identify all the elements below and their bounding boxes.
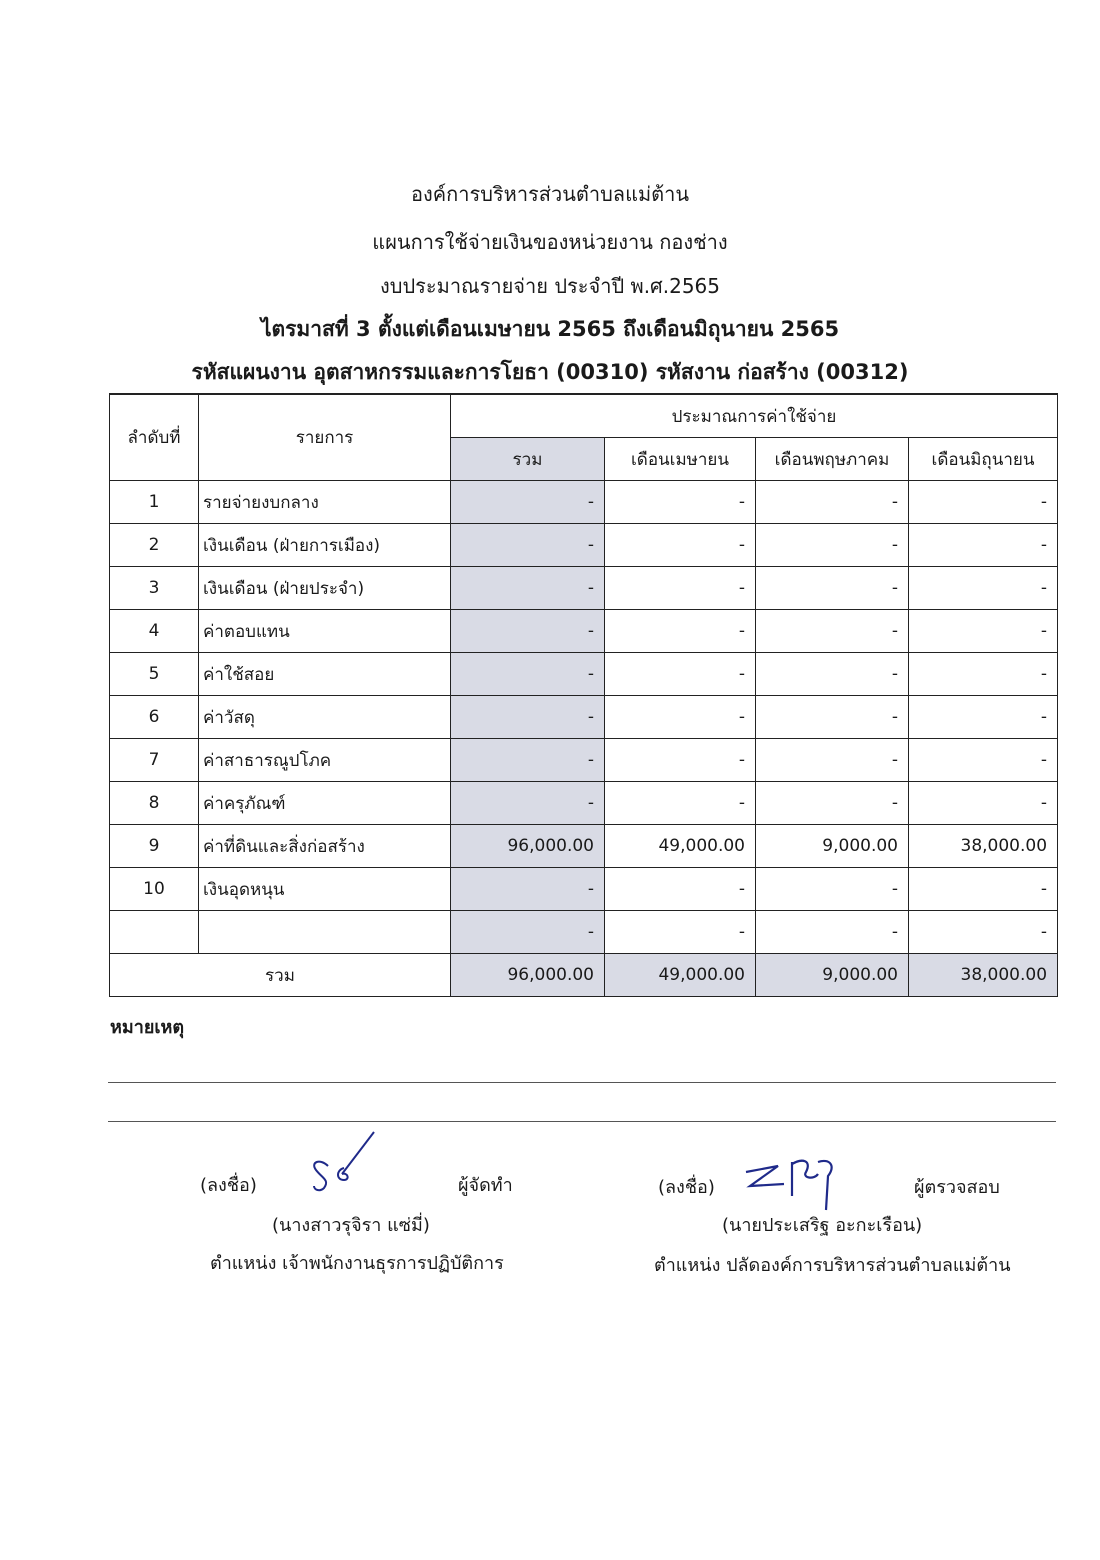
row-june: - <box>909 696 1058 739</box>
row-april: - <box>605 610 756 653</box>
row-june: - <box>909 782 1058 825</box>
row-may: - <box>756 610 909 653</box>
row-april: - <box>605 911 756 954</box>
row-april: - <box>605 481 756 524</box>
table-row <box>110 524 1058 567</box>
header-june: เดือนมิถุนายน <box>909 438 1058 481</box>
row-june: - <box>909 911 1058 954</box>
row-may: - <box>756 696 909 739</box>
row-total: - <box>451 868 605 911</box>
table-row <box>110 481 1058 524</box>
table-row <box>110 739 1058 782</box>
row-may: - <box>756 911 909 954</box>
header-estimate: ประมาณการค่าใช้จ่าย <box>451 394 1058 438</box>
row-may: 9,000.00 <box>756 825 909 868</box>
row-number: 2 <box>110 524 199 567</box>
row-total: - <box>451 524 605 567</box>
remark-line-2 <box>108 1121 1056 1122</box>
row-june: - <box>909 610 1058 653</box>
total-april: 49,000.00 <box>605 954 756 997</box>
row-june: - <box>909 481 1058 524</box>
total-sum: 96,000.00 <box>451 954 605 997</box>
header-april: เดือนเมษายน <box>605 438 756 481</box>
row-may: - <box>756 567 909 610</box>
row-may: - <box>756 481 909 524</box>
budget-year: งบประมาณรายจ่าย ประจำปี พ.ศ.2565 <box>380 274 720 298</box>
row-april: - <box>605 739 756 782</box>
row-april: - <box>605 782 756 825</box>
plan-code: รหัสแผนงาน อุตสาหกรรมและการโยธา (00310) รหัสงาน ก่อสร้าง (00312) <box>191 360 909 384</box>
table-row <box>110 653 1058 696</box>
row-total: - <box>451 567 605 610</box>
row-item: ค่าครุภัณฑ์ <box>199 782 451 825</box>
table-row <box>110 782 1058 825</box>
row-number: 7 <box>110 739 199 782</box>
row-number: 3 <box>110 567 199 610</box>
row-april: - <box>605 567 756 610</box>
row-total: - <box>451 696 605 739</box>
row-april: - <box>605 868 756 911</box>
row-item: เงินอุดหนุน <box>199 868 451 911</box>
table-row <box>110 696 1058 739</box>
row-item: รายจ่ายงบกลาง <box>199 481 451 524</box>
row-number: 6 <box>110 696 199 739</box>
row-number: 9 <box>110 825 199 868</box>
row-total: - <box>451 782 605 825</box>
row-may: - <box>756 739 909 782</box>
row-april: 49,000.00 <box>605 825 756 868</box>
row-june: - <box>909 567 1058 610</box>
row-number: 10 <box>110 868 199 911</box>
row-number <box>110 911 199 954</box>
row-number: 4 <box>110 610 199 653</box>
plan-title: แผนการใช้จ่ายเงินของหน่วยงาน กองช่าง <box>372 230 728 254</box>
row-june: - <box>909 524 1058 567</box>
header-order: ลำดับที่ <box>110 394 199 481</box>
row-item: ค่าสาธารณูปโภค <box>199 739 451 782</box>
row-may: - <box>756 868 909 911</box>
row-june: - <box>909 868 1058 911</box>
row-april: - <box>605 653 756 696</box>
row-item <box>199 911 451 954</box>
header-total: รวม <box>451 438 605 481</box>
table-row <box>110 911 1058 954</box>
total-june: 38,000.00 <box>909 954 1058 997</box>
total-may: 9,000.00 <box>756 954 909 997</box>
left-role: ผู้จัดทำ <box>458 1175 513 1196</box>
row-item: ค่าวัสดุ <box>199 696 451 739</box>
row-number: 8 <box>110 782 199 825</box>
right-sign-label: (ลงชื่อ) <box>658 1177 715 1198</box>
row-total: - <box>451 739 605 782</box>
row-total: - <box>451 911 605 954</box>
row-april: - <box>605 696 756 739</box>
row-may: - <box>756 782 909 825</box>
remark-label: หมายเหตุ <box>110 1017 185 1038</box>
row-may: - <box>756 653 909 696</box>
row-total: - <box>451 610 605 653</box>
row-item: ค่าใช้สอย <box>199 653 451 696</box>
remark-line-1 <box>108 1082 1056 1083</box>
row-june: - <box>909 653 1058 696</box>
left-name: (นางสาวรุจิรา แซ่มี่) <box>272 1215 430 1236</box>
left-signature-image <box>300 1128 390 1198</box>
right-role: ผู้ตรวจสอบ <box>914 1177 1000 1198</box>
row-total: - <box>451 653 605 696</box>
left-position: ตำแหน่ง เจ้าพนักงานธุรการปฏิบัติการ <box>210 1253 504 1274</box>
header-may: เดือนพฤษภาคม <box>756 438 909 481</box>
total-row <box>110 954 1058 997</box>
right-name: (นายประเสริฐ อะกะเรือน) <box>722 1215 923 1236</box>
row-june: 38,000.00 <box>909 825 1058 868</box>
row-june: - <box>909 739 1058 782</box>
header-item: รายการ <box>199 394 451 481</box>
table-row <box>110 567 1058 610</box>
table-row <box>110 825 1058 868</box>
row-number: 5 <box>110 653 199 696</box>
row-april: - <box>605 524 756 567</box>
org-name: องค์การบริหารส่วนตำบลแม่ต้าน <box>410 182 690 206</box>
row-item: เงินเดือน (ฝ่ายการเมือง) <box>199 524 451 567</box>
row-total: 96,000.00 <box>451 825 605 868</box>
row-item: ค่าตอบแทน <box>199 610 451 653</box>
right-position: ตำแหน่ง ปลัดองค์การบริหารส่วนตำบลแม่ต้าน <box>654 1255 1011 1276</box>
table-row <box>110 610 1058 653</box>
row-item: ค่าที่ดินและสิ่งก่อสร้าง <box>199 825 451 868</box>
expense-plan-table <box>109 393 1058 997</box>
row-total: - <box>451 481 605 524</box>
left-sign-label: (ลงชื่อ) <box>200 1175 257 1196</box>
table-row <box>110 868 1058 911</box>
quarter-period: ไตรมาสที่ 3 ตั้งแต่เดือนเมษายน 2565 ถึงเดือนมิถุนายน 2565 <box>260 317 840 341</box>
row-number: 1 <box>110 481 199 524</box>
row-may: - <box>756 524 909 567</box>
row-item: เงินเดือน (ฝ่ายประจำ) <box>199 567 451 610</box>
total-label: รวม <box>110 954 451 997</box>
